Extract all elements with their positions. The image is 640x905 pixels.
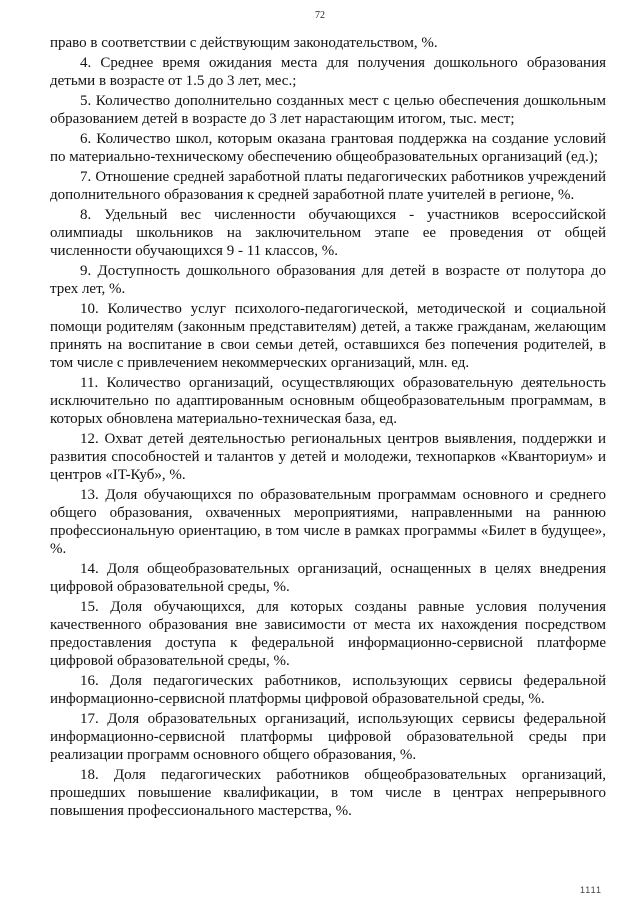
indicator-4: 4. Среднее время ожидания места для получения дошкольного образования детьми в возрасте от 1.5 до 3 лет, мес.; (50, 55, 606, 89)
indicator-10: 10. Количество услуг психолого-педагогической, методической и социальной помощи родителям (законным представителям) детей, а также гражданам, желающим принять на воспитание в свои семьи детей, оставшихся без попечения родителей, в том числе с привлечением некоммерческих организаций, млн. ед. (50, 301, 606, 371)
indicator-8: 8. Удельный вес численности обучающихся - участников всероссийской олимпиады школьников на заключительном этапе ее проведения от общей численности обучающихся 9 - 11 классов, %. (50, 207, 606, 259)
indicator-5: 5. Количество дополнительно созданных мест с целью обеспечения дошкольным образованием детей в возрасте до 3 лет нарастающим итогом, тыс. мест; (50, 93, 606, 127)
indicator-16: 16. Доля педагогических работников, использующих сервисы федеральной информационно-сервисной платформы цифровой образовательной среды, %. (50, 673, 606, 707)
indicator-7: 7. Отношение средней заработной платы педагогических работников учреждений дополнительного образования к средней заработной плате учителей в регионе, %. (50, 169, 606, 203)
indicator-9: 9. Доступность дошкольного образования для детей в возрасте от полутора до трех лет, %. (50, 263, 606, 297)
indicator-12: 12. Охват детей деятельностью региональных центров выявления, поддержки и развития способностей и талантов у детей и молодежи, технопарков «Кванториум» и центров «IT-Куб», %. (50, 431, 606, 483)
indicator-11: 11. Количество организаций, осуществляющих образовательную деятельность исключительно по адаптированным основным общеобразовательным программам, в которых обновлена материально-техническая база, ед. (50, 375, 606, 427)
indicator-18: 18. Доля педагогических работников общеобразовательных организаций, прошедших повышение квалификации, в том числе в центрах непрерывного повышения профессионального мастерства, %. (50, 767, 606, 819)
indicator-6: 6. Количество школ, которым оказана грантовая поддержка на создание условий по материально-техническому обеспечению общеобразовательных организаций (ед.); (50, 131, 606, 165)
indicator-15: 15. Доля обучающихся, для которых созданы равные условия получения качественного образования вне зависимости от места их нахождения посредством предоставления доступа к федеральной информационно-сервисной платформе цифровой образовательной среды, %. (50, 599, 606, 669)
indicator-13: 13. Доля обучающихся по образовательным программам основного и среднего общего образования, охваченных мероприятиями, направленными на раннюю профессиональную ориентацию, в том числе в рамках программы «Билет в будущее», %. (50, 487, 606, 557)
corner-mark: 1111 (579, 885, 602, 895)
page-number: 72 (315, 10, 325, 21)
document-body (50, 34, 606, 822)
indicator-14: 14. Доля общеобразовательных организаций, оснащенных в целях внедрения цифровой образовательной среды, %. (50, 561, 606, 595)
indicator-17: 17. Доля образовательных организаций, использующих сервисы федеральной информационно-сервисной платформы цифровой образовательной среды при реализации программ основного общего образования, %. (50, 711, 606, 763)
paragraph-continuation: право в соответствии с действующим законодательством, %. (50, 35, 438, 51)
